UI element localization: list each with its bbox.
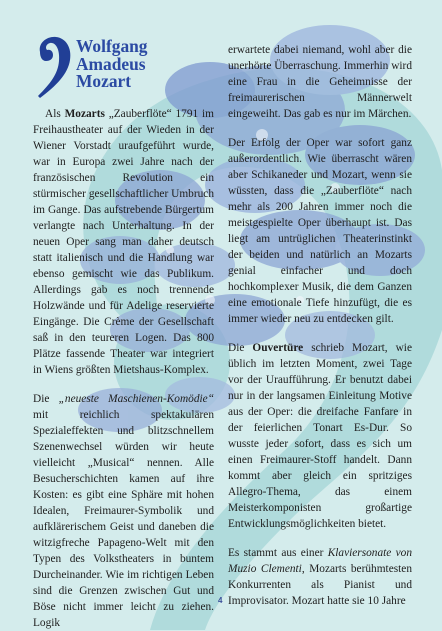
paragraph (228, 340, 412, 532)
paragraph: Der Erfolg der Oper war sofort ganz außerordentlich. Wie überrascht wären aber Schikaneder und Mozart, wenn sie wüssten, dass die „Zauberflöte“ nach mehr als 200 Jahren immer noch die meistgespielte Oper überhaupt ist. Das liegt am untrüglichen Theaterinstinkt der beiden und natürlich an Mozarts genial einfacher und doch hochkomplexer Musik, die dem Ganzen eine emotionale Tiefe hinzufügt, die es immer wieder neu zu entdecken gilt. (228, 137, 412, 325)
title-line: Mozart (76, 71, 132, 91)
paragraph (228, 545, 412, 609)
paragraph (33, 391, 214, 631)
text-run: „Zauberflöte“ 1791 im Freihaustheater auf der Wieden in der Wiener Vorstadt uraufgeführt wurde, war in Europa zwei Jahre nach der französischen Revolution ein stürmischer gesellschaftlicher Umbruch im Gange. Das aufstrebende Bürgertum verlangte nach Unterhaltung. In der neuen Oper sang man daher deutsch statt italienisch und die Handlung war ebenso gemischt wie das Publikum. Allerdings gab es noch trennende Holzwände und für Adelige reservierte Eingänge. Die Crème der Gesellschaft saß in den teureren Logen. Das 800 Plätze fassende Theater war integriert in Wiens größten Mietshaus-Komplex. (33, 108, 214, 376)
text-run: Die (228, 342, 253, 354)
title-line: Amadeus (76, 53, 146, 74)
bass-clef-icon (34, 36, 74, 100)
bold-text: Ouvertüre (252, 342, 304, 354)
text-run: Als (45, 108, 65, 120)
page-number: 4 (218, 596, 223, 605)
text-run: , Mozarts berühmtesten Konkurrenten als Pianist und Improvisator. Mozart hatte sie 10 Jahre (228, 563, 412, 607)
page-title (76, 38, 148, 91)
italic-text: „neueste Maschienen-Komödie“ (58, 393, 215, 405)
text-run: Die (33, 393, 59, 405)
right-column (228, 42, 412, 609)
italic-text: Klaviersonate von Muzio Clementi (228, 547, 412, 575)
title-line: Wolfgang (76, 36, 148, 56)
text-run: schrieb Mozart, wie üblich im letzten Moment, zwei Tage vor der Uraufführung. Er benutzt dabei nur in der langsamen Einleitung Motive aus der Oper: die dreifache Fanfare in der feierlichen Tonart Es-Dur. So wusste jeder sofort, dass es sich um einen Freimaurer-Stoff handelt. Dann kommt aber gleich ein spritziges Allegro-Thema, das einem Meisterkomponisten großartige Entwicklungsmöglichkeiten bietet. (228, 342, 412, 530)
paragraph (33, 106, 214, 378)
left-column (33, 106, 214, 631)
paragraph: erwartete dabei niemand, wohl aber die unerhörte Überraschung. Immerhin wird eine Frau in die Geheimnisse der freimaurerischen Männerwelt eingeweiht. Das gab es nur im Märchen. (228, 44, 412, 120)
text-run: mit reichlich spektakulären Spezialeffekten und blitzschnellem Szenenwechsel würden wir heute vielleicht „Musical“ nennen. Alle Besucherschichten kamen auf ihre Kosten: es gibt eine Sphäre mit hohen Idealen, Freimaurer-Symbolik und aufklärerischem Geist und daneben die witzigfreche Papageno-Welt mit den Typen des Volkstheaters in buntem Durcheinander. Wie im richtigen Leben sind die Grenzen zwischen Gut und Böse nicht immer leicht zu ziehen. Logik (33, 409, 214, 629)
text-run: Es stammt aus einer (228, 547, 328, 559)
bold-text: Mozarts (64, 108, 105, 120)
article-header (34, 36, 224, 102)
